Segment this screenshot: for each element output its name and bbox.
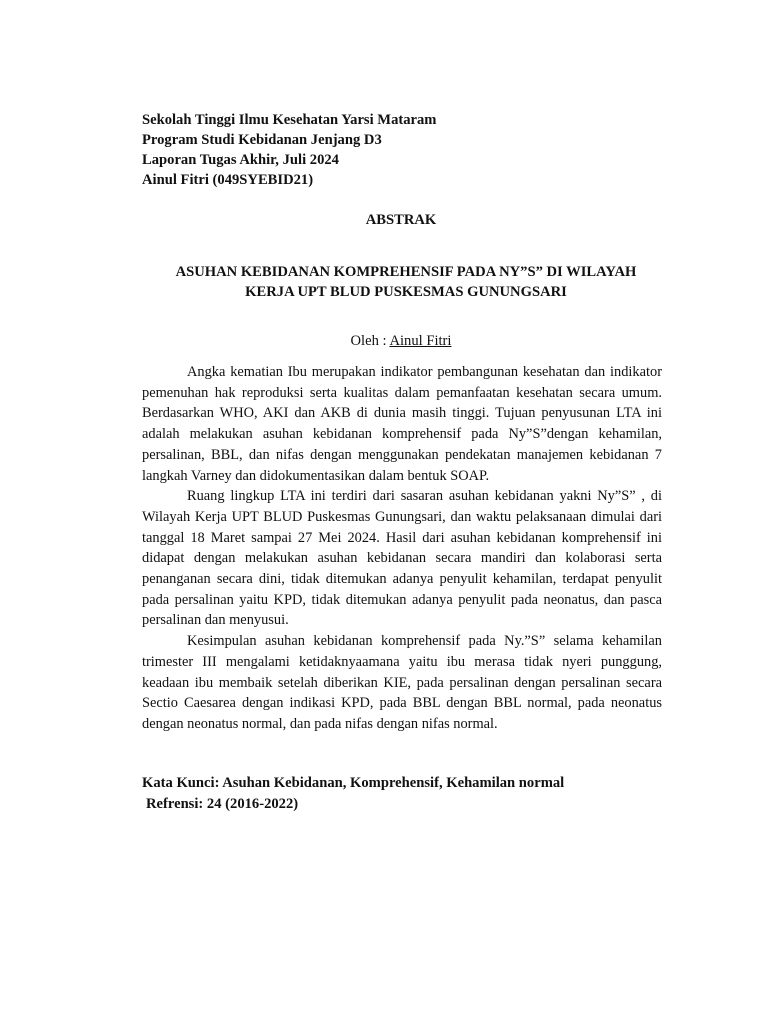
study-program: Program Studi Kebidanan Jenjang D3 — [142, 132, 382, 148]
references-line: Refrensi: 24 (2016-2022) — [146, 796, 299, 812]
title-line-2: KERJA UPT BLUD PUSKESMAS GUNUNGSARI — [245, 284, 567, 300]
title-line-1: ASUHAN KEBIDANAN KOMPREHENSIF PADA NY”S” DI WILAYAH — [175, 264, 637, 280]
abstract-paragraph-scope: Ruang lingkup LTA ini terdiri dari sasaran asuhan kebidanan yakni Ny”S” , di Wilayah Kerja UPT BLUD Puskesmas Gunungsari, dan waktu pelaksanaan dimulai dari tanggal 18 Maret sampai 27 Mei 2024. Hasil dari asuhan kebidanan komprehensif ini didapat dengan melakukan asuhan kebidanan secara mandiri dan kolaborasi serta penanganan secara dini, tidak ditemukan adanya penyulit kehamilan, terdapat penyulit pada persalinan yaitu KPD, tidak ditemukan adanya penyulit pada neonatus, dan pasca persalinan dan menyusui. — [142, 488, 662, 629]
document-title — [150, 262, 662, 302]
report-type-date: Laporan Tugas Akhir, Juli 2024 — [142, 152, 339, 168]
abstract-body — [142, 362, 662, 735]
author-name: Ainul Fitri — [389, 333, 452, 349]
author-prefix: Oleh : — [350, 333, 390, 349]
institution-name: Sekolah Tinggi Ilmu Kesehatan Yarsi Mataram — [142, 112, 437, 128]
author-line — [0, 331, 768, 351]
author-with-id: Ainul Fitri (049SYEBID21) — [142, 172, 314, 188]
abstract-paragraph-conclusion: Kesimpulan asuhan kebidanan komprehensif pada Ny.”S” selama kehamilan trimester III mengalami ketidaknyaamana yaitu ibu merasa tidak nyeri punggung, keadaan ibu membaik setelah diberikan KIE, pada persalinan dengan persalinan secara Sectio Caesarea dengan indikasi KPD, pada BBL dengan BBL normal, pada neonatus dengan neonatus normal, dan pada nifas dengan nifas normal. — [142, 633, 662, 732]
abstract-paragraph-background: Angka kematian Ibu merupakan indikator pembangunan kesehatan dan indikator pemenuhan hak reproduksi serta kualitas dalam pemanfaatan kesehatan secara umum. Berdasarkan WHO, AKI dan AKB di dunia masih tinggi. Tujuan penyusunan LTA ini adalah melakukan asuhan kebidanan komprehensif pada Ny”S”dengan kehamilan, persalinan, BBL, dan nifas dengan menggunakan pendekatan manajemen kebidanan 7 langkah Varney dan didokumentasikan dalam bentuk SOAP. — [142, 364, 662, 484]
keywords-section — [142, 773, 662, 815]
keywords-line: Kata Kunci: Asuhan Kebidanan, Komprehensif, Kehamilan normal — [142, 775, 565, 791]
abstract-heading: ABSTRAK — [365, 212, 437, 228]
document-header — [142, 110, 622, 190]
